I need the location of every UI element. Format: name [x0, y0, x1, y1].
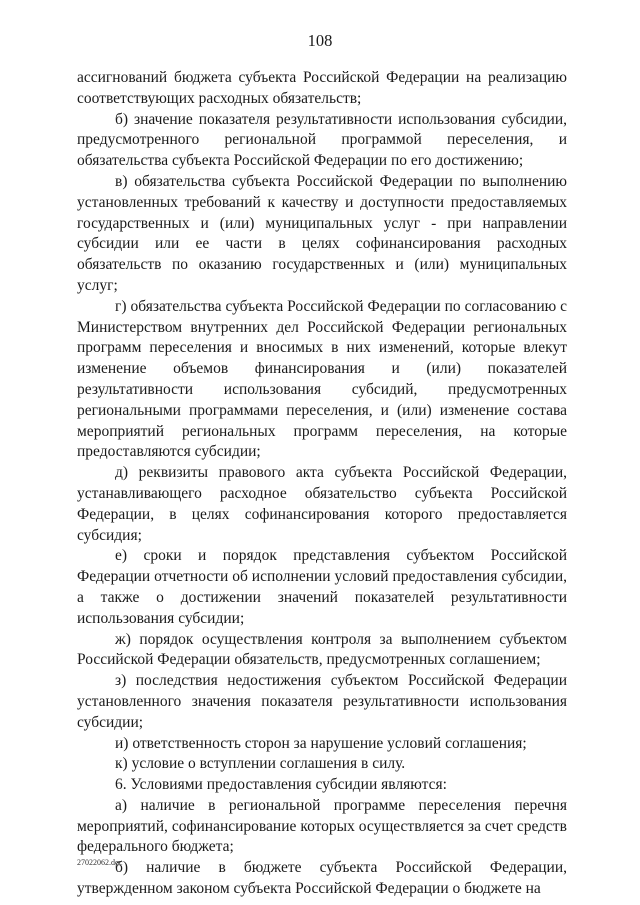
paragraph-zh: ж) порядок осуществления контроля за выполнением субъектом Российской Федерации обязательств, предусмотренных соглашением; — [77, 630, 567, 669]
paragraph-z: з) последствия недостижения субъектом Российской Федерации установленного значения показателя результативности использования субсидии; — [77, 672, 567, 731]
paragraph-g: г) обязательства субъекта Российской Федерации по согласованию с Министерством внутренних дел Российской Федерации региональных программ переселения и вносимых в них изменений, которые влекут изменение объемов финансирования и (или) показателей результативности использования субсидий, предусмотренных региональными программами переселения, и (или) изменение состава мероприятий региональных программ переселения, на которые предоставляются субсидии; — [77, 297, 567, 461]
paragraph-b: б) значение показателя результативности использования субсидии, предусмотренного региональной программой переселения, и обязательства субъекта Российской Федерации по его достижению; — [77, 110, 567, 170]
paragraph-v: в) обязательства субъекта Российской Федерации по выполнению установленных требований к качеству и доступности предоставляемых государственных и (или) муниципальных услуг - при направлении субсидии или ее части в целях софинансирования расходных обязательств по оказанию государственных и (или) муниципальных услуг; — [77, 172, 567, 294]
document-body — [77, 68, 567, 900]
paragraph-k: к) условие о вступлении соглашения в силу. — [115, 755, 406, 773]
condition-a: а) наличие в региональной программе переселения перечня мероприятий, софинансирование которых осуществляется за счет средств федерального бюджета; — [77, 796, 567, 856]
footer-file-name: 27022062.doc — [77, 858, 123, 867]
paragraph-d: д) реквизиты правового акта субъекта Российской Федерации, устанавливающего расходное обязательство субъекта Российской Федерации, в целях софинансирования которого предоставляется субсидия; — [77, 464, 567, 544]
paragraph-i: и) ответственность сторон за нарушение условий соглашения; — [115, 734, 527, 752]
paragraph-continuation: ассигнований бюджета субъекта Российской Федерации на реализацию соответствующих расходных обязательств; — [77, 69, 567, 107]
condition-b: б) наличие в бюджете субъекта Российской Федерации, утвержденном законом субъекта Российской Федерации о бюджете на — [77, 859, 567, 898]
section-6-heading: 6. Условиями предоставления субсидии являются: — [115, 776, 447, 794]
paragraph-e: е) сроки и порядок представления субъектом Российской Федерации отчетности об исполнении условий предоставления субсидии, а также о достижении значений показателей результативности использования субсидии; — [77, 547, 567, 627]
page-number: 108 — [307, 31, 333, 50]
